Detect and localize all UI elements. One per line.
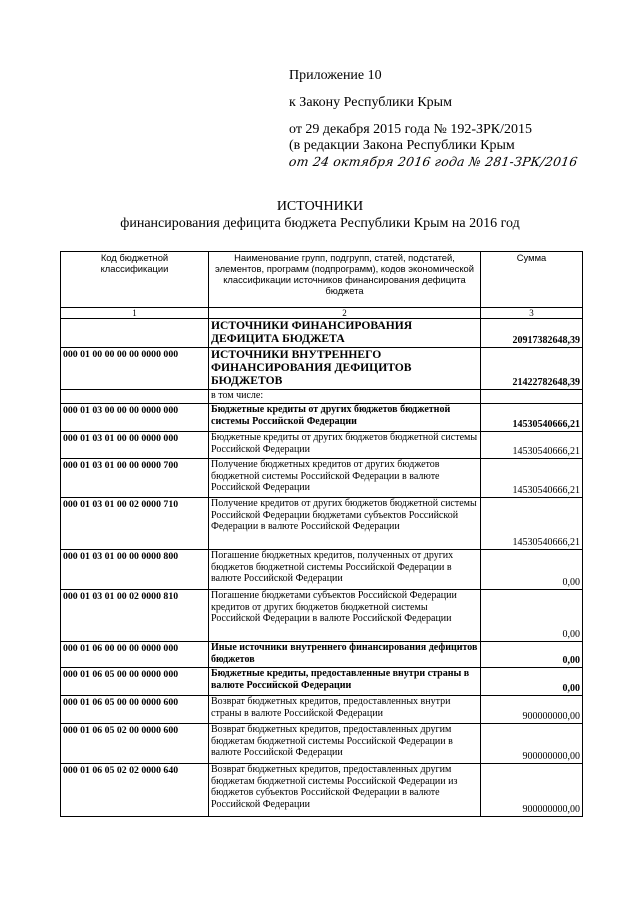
- table-row: [61, 642, 583, 668]
- row-sum: 900000000,00: [481, 764, 583, 817]
- row-sum: 900000000,00: [481, 696, 583, 724]
- law-reference: к Закону Республики Крым: [289, 95, 452, 110]
- row-sum: 14530540666,21: [481, 459, 583, 498]
- row-code: 000 01 03 01 00 00 0000 800: [61, 550, 209, 590]
- row-code: 000 01 03 01 00 02 0000 810: [61, 590, 209, 642]
- row-sum: [481, 390, 583, 404]
- header-sum: Сумма: [481, 252, 583, 308]
- row-code: 000 01 06 05 02 00 0000 600: [61, 724, 209, 764]
- table-row: [61, 404, 583, 432]
- table-row: [61, 764, 583, 817]
- row-name: Возврат бюджетных кредитов, предоставленных другим бюджетам бюджетной системы Российской Федерации в валюте Российской Федерации: [209, 724, 481, 764]
- row-sum: 14530540666,21: [481, 432, 583, 459]
- row-code: [61, 390, 209, 404]
- row-name: Бюджетные кредиты от других бюджетов бюджетной системы Российской Федерации: [209, 432, 481, 459]
- row-sum: 0,00: [481, 550, 583, 590]
- row-sum: 21422782648,39: [481, 348, 583, 390]
- column-numbers-row: [61, 308, 583, 319]
- row-code: 000 01 03 00 00 00 0000 000: [61, 404, 209, 432]
- row-code: 000 01 06 05 00 00 0000 600: [61, 696, 209, 724]
- col-number-2: 2: [209, 308, 481, 319]
- row-code: 000 01 06 05 00 00 0000 000: [61, 668, 209, 696]
- row-code: 000 01 03 01 00 00 0000 700: [61, 459, 209, 498]
- row-name: Возврат бюджетных кредитов, предоставленных внутри страны в валюте Российской Федерации: [209, 696, 481, 724]
- col-number-3: 3: [481, 308, 583, 319]
- row-name: Возврат бюджетных кредитов, предоставленных другим бюджетам бюджетной системы Российской Федерации из бюджетов субъектов Российской Федерации в валюте Российской Федерации: [209, 764, 481, 817]
- table-row: [61, 432, 583, 459]
- row-code: 000 01 06 05 02 02 0000 640: [61, 764, 209, 817]
- row-code: 000 01 00 00 00 00 0000 000: [61, 348, 209, 390]
- table-row: [61, 348, 583, 390]
- table-row: [61, 550, 583, 590]
- row-sum: 0,00: [481, 642, 583, 668]
- row-code: 000 01 06 00 00 00 0000 000: [61, 642, 209, 668]
- handwritten-amendment-date: от 24 октября 2016 года № 281-ЗРК/2016: [287, 154, 579, 169]
- header-code: Код бюджетной классификации: [61, 252, 209, 308]
- table-row: [61, 590, 583, 642]
- header-name: Наименование групп, подгрупп, статей, подстатей, элементов, программ (подпрограмм), кодов экономической классификации источников финансирования дефицита бюджета: [209, 252, 481, 308]
- row-code: 000 01 03 01 00 00 0000 000: [61, 432, 209, 459]
- row-code: [61, 319, 209, 348]
- document-title: ИСТОЧНИКИ: [276, 199, 364, 214]
- table-row: [61, 724, 583, 764]
- law-date-number: от 29 декабря 2015 года № 192-ЗРК/2015: [289, 122, 533, 137]
- row-name: Бюджетные кредиты от других бюджетов бюджетной системы Российской Федерации: [209, 404, 481, 432]
- row-name: ИСТОЧНИКИ ВНУТРЕННЕГО ФИНАНСИРОВАНИЯ ДЕФИЦИТОВ БЮДЖЕТОВ: [209, 348, 481, 390]
- row-name: в том числе:: [209, 390, 481, 404]
- table-row: [61, 668, 583, 696]
- table-header-row: [61, 252, 583, 308]
- document-subtitle: финансирования дефицита бюджета Республики Крым на 2016 год: [120, 216, 520, 231]
- row-name: Иные источники внутреннего финансирования дефицитов бюджетов: [209, 642, 481, 668]
- appendix-number: Приложение 10: [289, 68, 382, 83]
- table-row: [61, 498, 583, 550]
- table-row: [61, 319, 583, 348]
- row-sum: 14530540666,21: [481, 404, 583, 432]
- row-sum: 0,00: [481, 590, 583, 642]
- row-sum: 900000000,00: [481, 724, 583, 764]
- row-name: Погашение бюджетами субъектов Российской Федерации кредитов от других бюджетов бюджетной системы Российской Федерации в валюте Российской Федерации: [209, 590, 481, 642]
- table-row: [61, 696, 583, 724]
- row-name: Бюджетные кредиты, предоставленные внутри страны в валюте Российской Федерации: [209, 668, 481, 696]
- table-row: [61, 390, 583, 404]
- row-sum: 14530540666,21: [481, 498, 583, 550]
- financing-sources-table: [60, 251, 583, 817]
- row-sum: 20917382648,39: [481, 319, 583, 348]
- col-number-1: 1: [61, 308, 209, 319]
- row-code: 000 01 03 01 00 02 0000 710: [61, 498, 209, 550]
- table-row: [61, 459, 583, 498]
- amendment-note: (в редакции Закона Республики Крым: [289, 138, 515, 153]
- row-name: Получение бюджетных кредитов от других бюджетов бюджетной системы Российской Федерации в валюте Российской Федерации: [209, 459, 481, 498]
- row-sum: 0,00: [481, 668, 583, 696]
- row-name: ИСТОЧНИКИ ФИНАНСИРОВАНИЯ ДЕФИЦИТА БЮДЖЕТА: [209, 319, 481, 348]
- row-name: Погашение бюджетных кредитов, полученных от других бюджетов бюджетной системы Российской Федерации в валюте Российской Федерации: [209, 550, 481, 590]
- row-name: Получение кредитов от других бюджетов бюджетной системы Российской Федерации бюджетами субъектов Российской Федерации в валюте Российской Федерации: [209, 498, 481, 550]
